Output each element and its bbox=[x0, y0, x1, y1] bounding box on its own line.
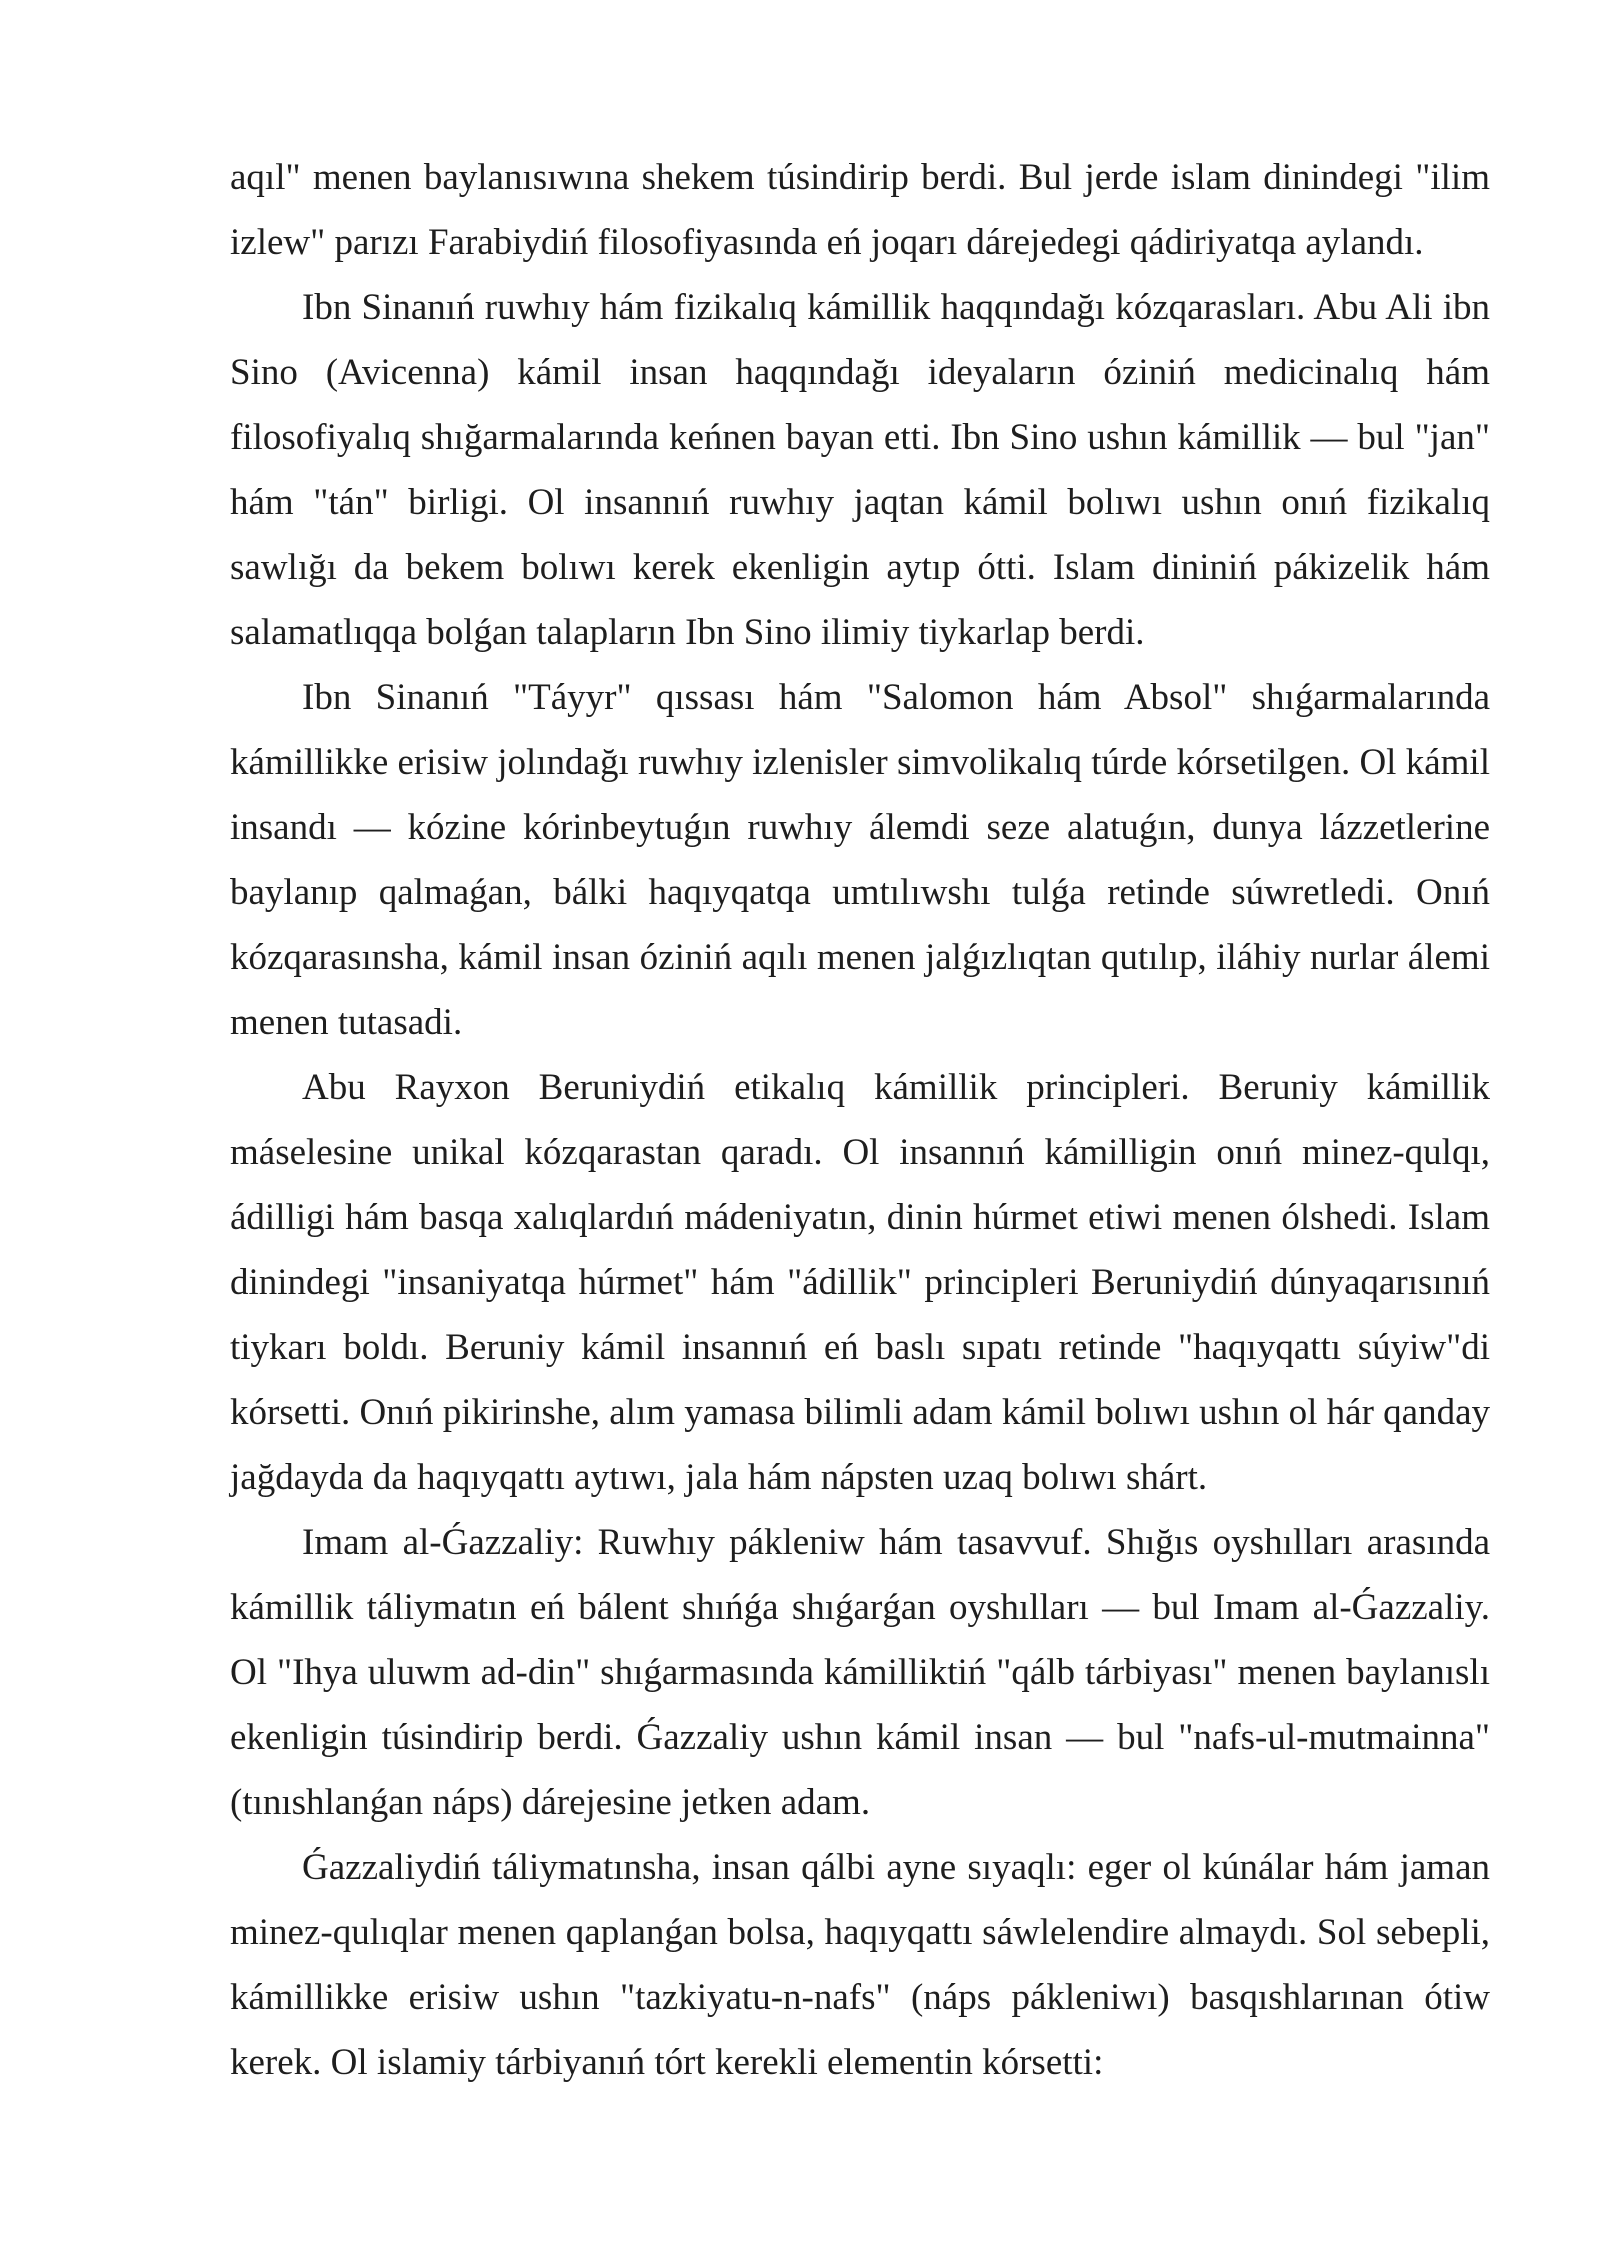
paragraph-gazzaliy-intro: Imam al-Ǵazzaliy: Ruwhıy pákleniw hám tasavvuf. Shığıs oyshılları arasında kámillik táliymatın eń bálent shıńǵa shıǵarǵan oyshılları — bul Imam al-Ǵazzaliy. Ol "Ihya uluwm ad-din" shıǵarmasında kámilliktiń "qálb tárbiyası" menen baylanıslı ekenligin túsindirip berdi. Ǵazzaliy ushın kámil insan — bul "nafs-ul-mutmainna" (tınıshlanǵan náps) dárejesine jetken adam. bbox=[230, 1522, 1490, 1823]
paragraph-beruniy: Abu Rayxon Beruniydiń etikalıq kámillik principleri. Beruniy kámillik máselesine unikal kózqarastan qaradı. Ol insannıń kámilligin onıń minez-qulqı, ádilligi hám basqa xalıqlardıń mádeniyatın, dinin húrmet etiwi menen ólshedi. Islam dinindegi "insaniyatqa húrmet" hám "ádillik" principleri Beruniydiń dúnyaqarısınıń tiykarı boldı. Beruniy kámil insannıń eń baslı sıpatı retinde "haqıyqattı súyiw"di kórsetti. Onıń pikirinshe, alım yamasa bilimli adam kámil bolıwı ushın ol hár qanday jağdayda da haqıyqattı aytıwı, jala hám nápsten uzaq bolıwı shárt. bbox=[230, 1067, 1490, 1498]
paragraph-ibn-sina-views: Ibn Sinanıń ruwhıy hám fizikalıq kámillik haqqındağı kózqarasları. Abu Ali ibn Sino (Avicenna) kámil insan haqqındağı ideyaların óziniń medicinalıq hám filosofiyalıq shığarmalarında keńnen bayan etti. Ibn Sino ushın kámillik — bul "jan" hám "tán" birligi. Ol insannıń ruwhıy jaqtan kámil bolıwı ushın onıń fizikalıq sawlığı da bekem bolıwı kerek ekenligin aytıp ótti. Islam dininiń pákizelik hám salamatlıqqa bolǵan talapların Ibn Sino ilimiy tiykarlap berdi. bbox=[230, 287, 1490, 653]
paragraph-ibn-sina-works: Ibn Sinanıń "Táyyr" qıssası hám "Salomon hám Absol" shıǵarmalarında kámillikke erisiw jolındağı ruwhıy izlenisler simvolikalıq túrde kórsetilgen. Ol kámil insandı — kózine kórinbeytuǵın ruwhıy álemdi seze alatuǵın, dunya lázzetlerine baylanıp qalmaǵan, bálki haqıyqatqa umtılıwshı tulǵa retinde súwretledi. Onıń kózqarasınsha, kámil insan óziniń aqılı menen jalǵızlıqtan qutılıp, iláhiy nurlar álemi menen tutasadi. bbox=[230, 677, 1490, 1043]
paragraph-gazzaliy-teaching: Ǵazzaliydiń táliymatınsha, insan qálbi ayne sıyaqlı: eger ol kúnálar hám jaman minez-qulıqlar menen qaplanǵan bolsa, haqıyqattı sáwlelendire almaydı. Sol sebepli, kámillikke erisiw ushın "tazkiyatu-n-nafs" (náps pákleniwı) basqıshlarınan ótiw kerek. Ol islamiy tárbiyanıń tórt kerekli elementin kórsetti: bbox=[230, 1847, 1490, 2083]
paragraph-farabi-continuation: aqıl" menen baylanısıwına shekem túsindirip berdi. Bul jerde islam dinindegi "ilim izlew" parızı Farabiydiń filosofiyasında eń joqarı dárejedegi qádiriyatqa aylandı. bbox=[230, 157, 1490, 263]
document-page bbox=[230, 145, 1490, 2095]
